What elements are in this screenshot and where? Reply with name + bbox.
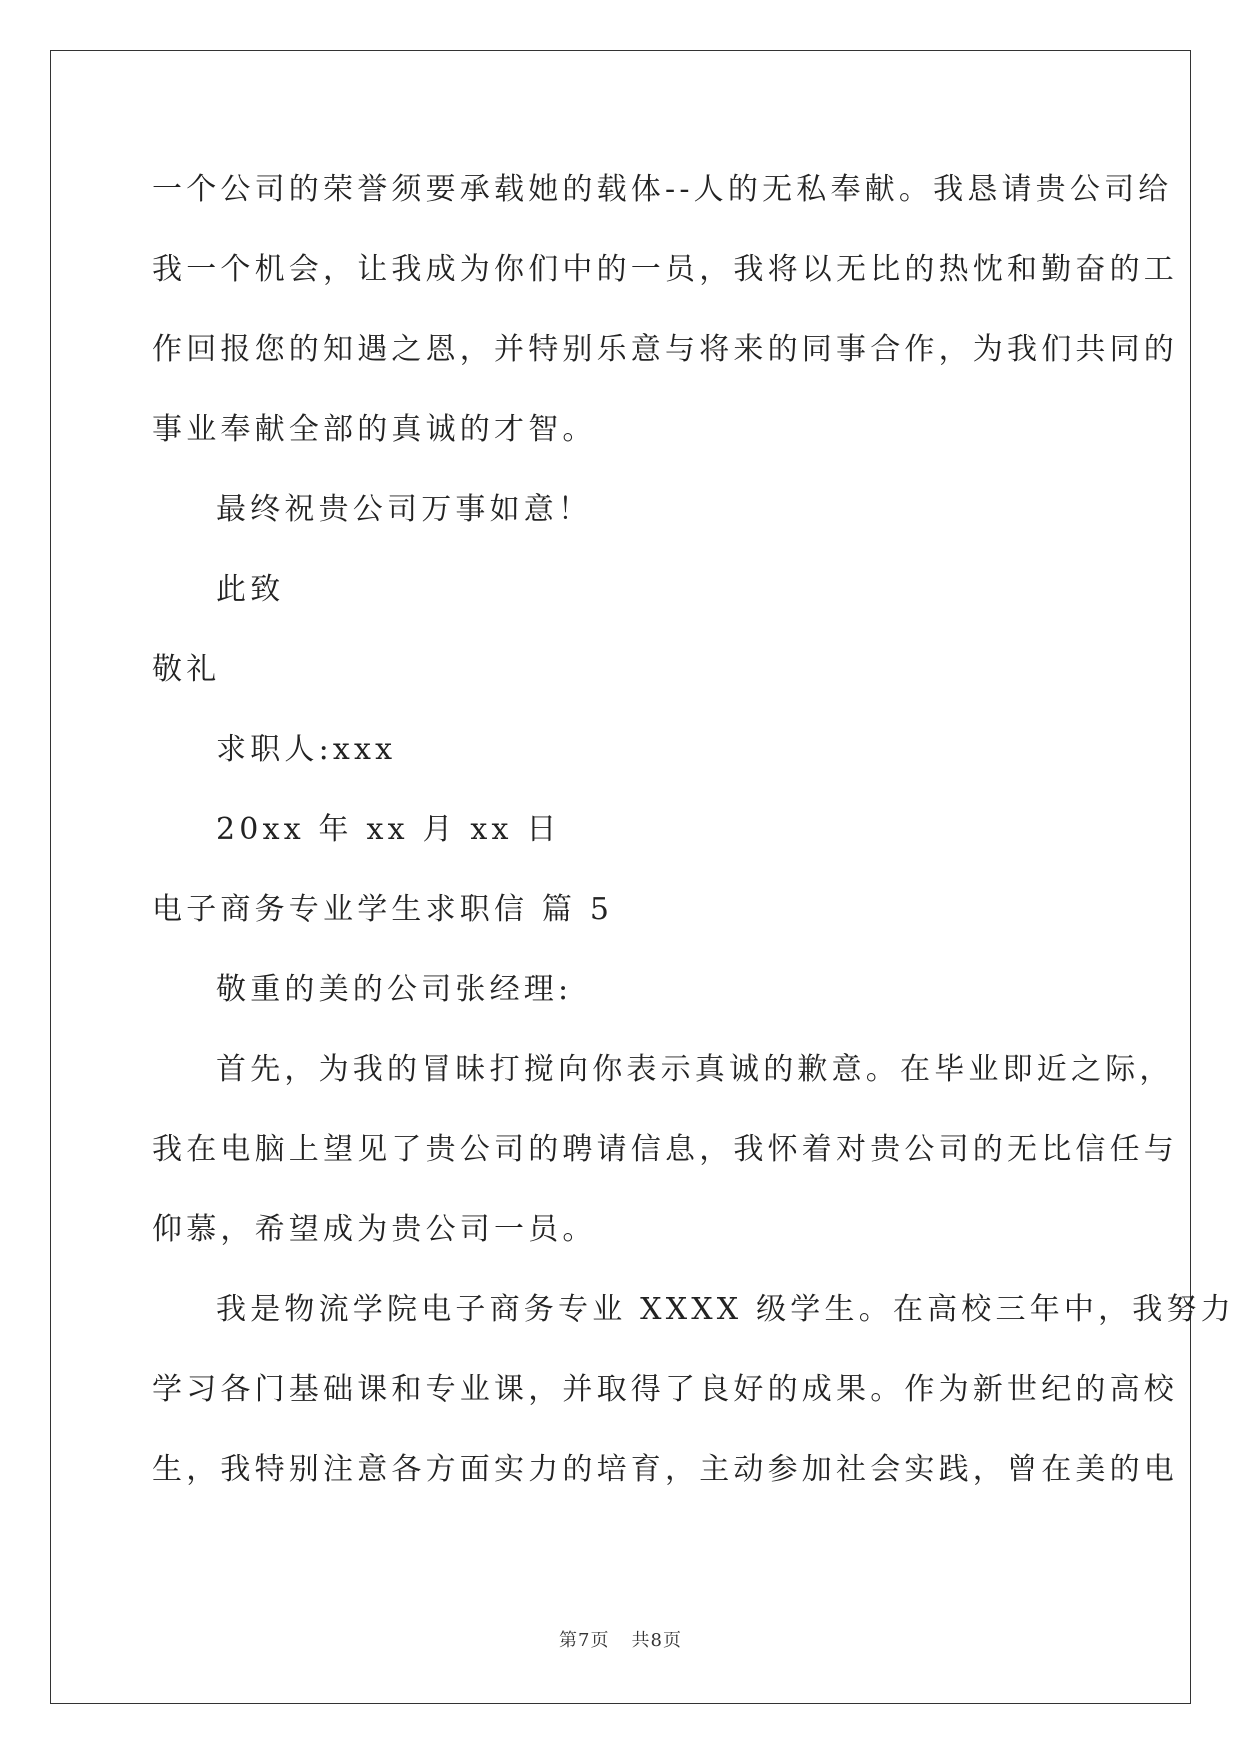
document-body — [152, 164, 1235, 1524]
section-heading: 电子商务专业学生求职信 篇 5 — [152, 892, 614, 927]
page-total: 共8页 — [631, 1630, 682, 1651]
letter-date: 20xx 年 xx 月 xx 日 — [216, 812, 561, 847]
closing-wish: 最终祝贵公司万事如意！ — [216, 492, 593, 527]
body-line-2: 我一个机会，让我成为你们中的一员，我将以无比的热忱和勤奋的工 — [152, 252, 1178, 287]
paragraph-1-line-2: 我在电脑上望见了贵公司的聘请信息，我怀着对贵公司的无比信任与 — [152, 1132, 1178, 1167]
page-number: 第7页 — [559, 1630, 610, 1651]
body-line-1: 一个公司的荣誉须要承载她的载体--人的无私奉献。我恳请贵公司给 — [152, 172, 1173, 207]
paragraph-2-line-1: 我是物流学院电子商务专业 XXXX 级学生。在高校三年中，我努力 — [216, 1292, 1235, 1327]
paragraph-1-line-3: 仰慕，希望成为贵公司一员。 — [152, 1212, 597, 1247]
salutation-cizhi: 此致 — [216, 572, 285, 607]
paragraph-1-line-1: 首先，为我的冒昧打搅向你表示真诚的歉意。在毕业即近之际， — [216, 1052, 1174, 1087]
paragraph-2-line-2: 学习各门基础课和专业课，并取得了良好的成果。作为新世纪的高校 — [152, 1372, 1178, 1407]
page-footer — [0, 1626, 1241, 1652]
paragraph-2-line-3: 生，我特别注意各方面实力的培育，主动参加社会实践，曾在美的电 — [152, 1452, 1178, 1487]
applicant-signature: 求职人:xxx — [216, 732, 397, 767]
greeting-line: 敬重的美的公司张经理: — [216, 972, 573, 1007]
body-line-4: 事业奉献全部的真诚的才智。 — [152, 412, 597, 447]
salutation-jingli: 敬礼 — [152, 652, 221, 687]
body-line-3: 作回报您的知遇之恩，并特别乐意与将来的同事合作，为我们共同的 — [152, 332, 1178, 367]
